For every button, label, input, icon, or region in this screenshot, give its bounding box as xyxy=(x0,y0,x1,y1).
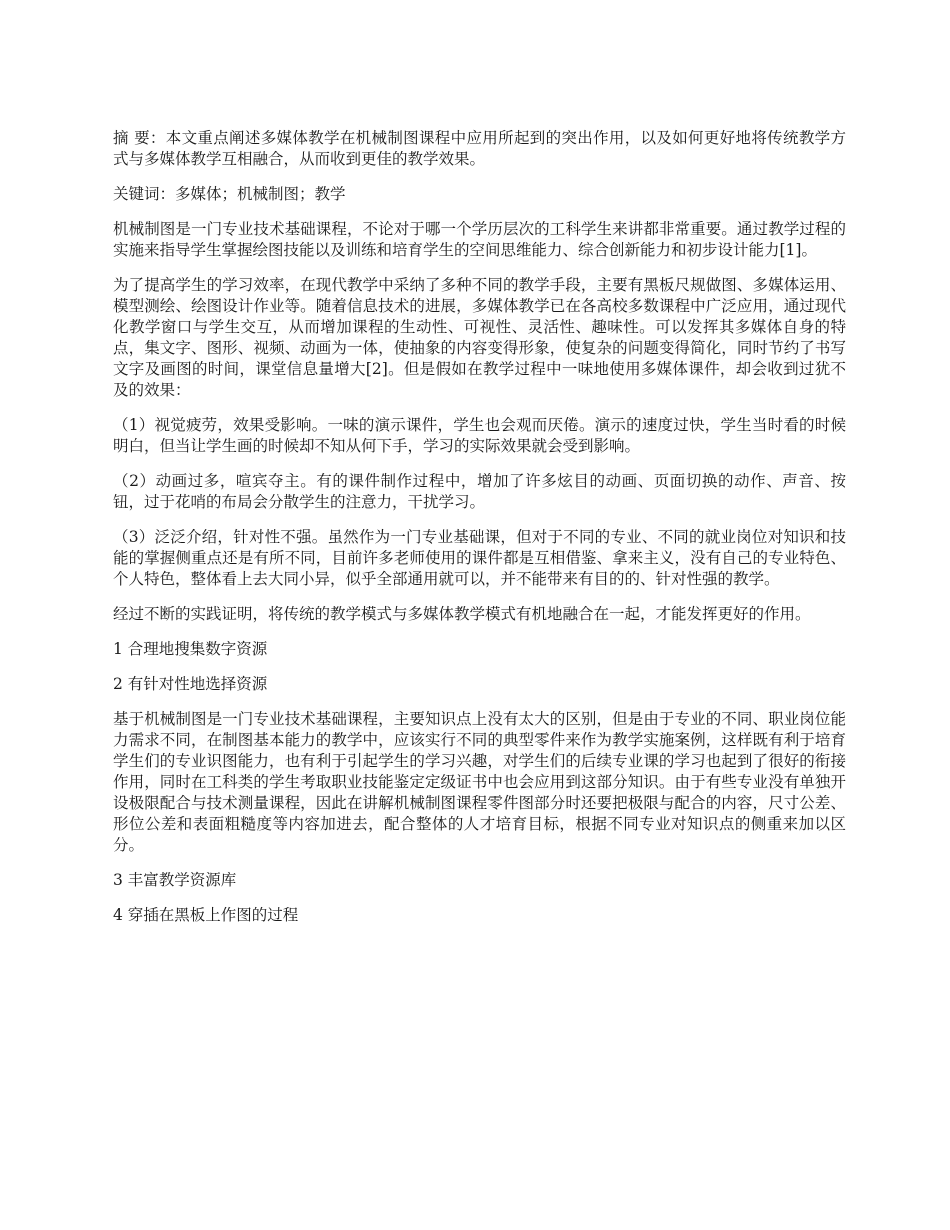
teaching-methods-paragraph: 为了提高学生的学习效率，在现代教学中采纳了多种不同的教学手段，主要有黑板尺规做图、多媒体运用、模型测绘、绘图设计作业等。随着信息技术的进展，多媒体教学已在各高校多数课程中广泛应用，通过现代化教学窗口与学生交互，从而增加课程的生动性、可视性、灵活性、趣味性。可以发挥其多媒体自身的特点，集文字、图形、视频、动画为一体，使抽象的内容变得形象，使复杂的问题变得简化，同时节约了书写文字及画图的时间，课堂信息量增大[2]。但是假如在教学过程中一味地使用多媒体课件，却会收到过犹不及的效果： xyxy=(113,276,846,399)
keywords: 关键词：多媒体；机械制图；教学 xyxy=(113,185,346,203)
section-heading-2: 2 有针对性地选择资源 xyxy=(113,675,268,693)
conclusion-paragraph: 经过不断的实践证明，将传统的教学模式与多媒体教学模式有机地融合在一起，才能发挥更好的作用。 xyxy=(113,605,811,623)
issue-3-paragraph: （3）泛泛介绍，针对性不强。虽然作为一门专业基础课，但对于不同的专业、不同的就业岗位对知识和技能的掌握侧重点还是有所不同，目前许多老师使用的课件都是互相借鉴、拿来主义，没有自己的专业特色、个人特色，整体看上去大同小异，似乎全部通用就可以，并不能带来有目的的、针对性强的教学。 xyxy=(113,528,846,588)
section-heading-3: 3 丰富教学资源库 xyxy=(113,871,237,889)
section-heading-1: 1 合理地搜集数字资源 xyxy=(113,640,268,658)
intro-paragraph: 机械制图是一门专业技术基础课程，不论对于哪一个学历层次的工科学生来讲都非常重要。通过教学过程的实施来指导学生掌握绘图技能以及训练和培育学生的空间思维能力、综合创新能力和初步设计能力[1]。 xyxy=(113,220,846,259)
issue-1-paragraph: （1）视觉疲劳，效果受影响。一味的演示课件，学生也会观而厌倦。演示的速度过快，学生当时看的时候明白，但当让学生画的时候却不知从何下手，学习的实际效果就会受到影响。 xyxy=(113,416,846,455)
document-page xyxy=(113,128,846,940)
issue-2-paragraph: （2）动画过多，喧宾夺主。有的课件制作过程中，增加了许多炫目的动画、页面切换的动作、声音、按钮，过于花哨的布局会分散学生的注意力，干扰学习。 xyxy=(113,472,846,511)
section-2-body: 基于机械制图是一门专业技术基础课程，主要知识点上没有太大的区别，但是由于专业的不同、职业岗位能力需求不同，在制图基本能力的教学中，应该实行不同的典型零件来作为教学实施案例，这样既有利于培育学生们的专业识图能力，也有利于引起学生的学习兴趣，对学生们的后续专业课的学习也起到了很好的衔接作用，同时在工科类的学生考取职业技能鉴定定级证书中也会应用到这部分知识。由于有些专业没有单独开设极限配合与技术测量课程，因此在讲解机械制图课程零件图部分时还要把极限与配合的内容，尺寸公差、形位公差和表面粗糙度等内容加进去，配合整体的人才培育目标，根据不同专业对知识点的侧重来加以区分。 xyxy=(113,710,846,854)
section-heading-4: 4 穿插在黑板上作图的过程 xyxy=(113,906,299,924)
abstract: 摘 要：本文重点阐述多媒体教学在机械制图课程中应用所起到的突出作用，以及如何更好地将传统教学方式与多媒体教学互相融合，从而收到更佳的教学效果。 xyxy=(113,129,846,168)
